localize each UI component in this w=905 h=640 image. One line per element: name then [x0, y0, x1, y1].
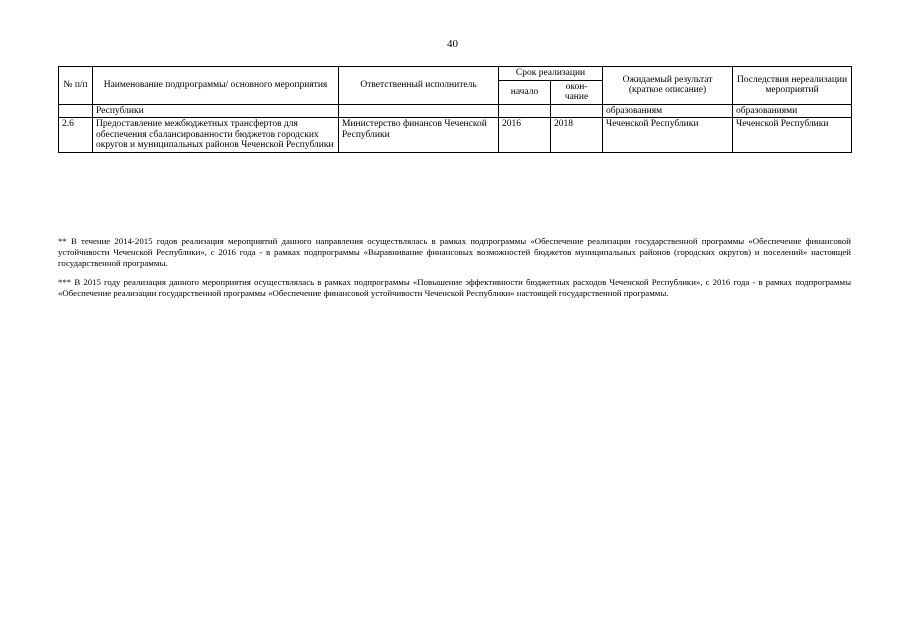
cell-name: Предоставление межбюджетных трансфертов для обеспечения сбалансированности бюджетов городских округов и муниципальных районов Чеченской Республики [93, 118, 339, 153]
cell-result: Чеченской Республики [603, 118, 733, 153]
cell-start [499, 104, 551, 118]
footnotes [58, 236, 851, 307]
cell-num: 2.6 [59, 118, 93, 153]
cell-num [59, 104, 93, 118]
header-start: начало [499, 80, 551, 104]
header-num: № п/п [59, 67, 93, 105]
cell-end [551, 104, 603, 118]
header-executor: Ответственный исполнитель [339, 67, 499, 105]
cell-consequences: образованиями [733, 104, 852, 118]
header-consequences: Последствия нереализации мероприятий [733, 67, 852, 105]
header-name: Наименование подпрограммы/ основного мероприятия [93, 67, 339, 105]
table-row [59, 104, 852, 118]
cell-end: 2018 [551, 118, 603, 153]
header-result: Ожидаемый результат (краткое описание) [603, 67, 733, 105]
cell-consequences: Чеченской Республики [733, 118, 852, 153]
cell-start: 2016 [499, 118, 551, 153]
table-row [59, 118, 852, 153]
cell-executor [339, 104, 499, 118]
cell-result: образованиям [603, 104, 733, 118]
footnote-triple-star: *** В 2015 году реализация данного мероприятия осуществлялась в рамках подпрограммы «Повышение эффективности бюджетных расходов Чеченской Республики», с 2016 года - в рамках подпрограммы «Обеспечение реализации государственной программы «Обеспечение финансовой устойчивости Чеченской Республики» настоящей государственной программы. [58, 277, 851, 298]
cell-executor: Министерство финансов Чеченской Республики [339, 118, 499, 153]
table-header-row [59, 67, 852, 81]
header-end: окон-чание [551, 80, 603, 104]
footnote-double-star: ** В течение 2014-2015 годов реализация мероприятий данного направления осуществлялась в рамках подпрограммы «Обеспечение реализации государственной программы «Обеспечение финансовой устойчивости Чеченской Республики», с 2016 года - в рамках подпрограммы «Выравнивание финансовых возможностей бюджетов муниципальных районов (городских округов) и поселений» настоящей государственной программы. [58, 236, 851, 268]
cell-name: Республики [93, 104, 339, 118]
header-term: Срок реализации [499, 67, 603, 81]
page-number: 40 [447, 38, 458, 50]
table-body [59, 104, 852, 152]
program-table [58, 66, 852, 153]
